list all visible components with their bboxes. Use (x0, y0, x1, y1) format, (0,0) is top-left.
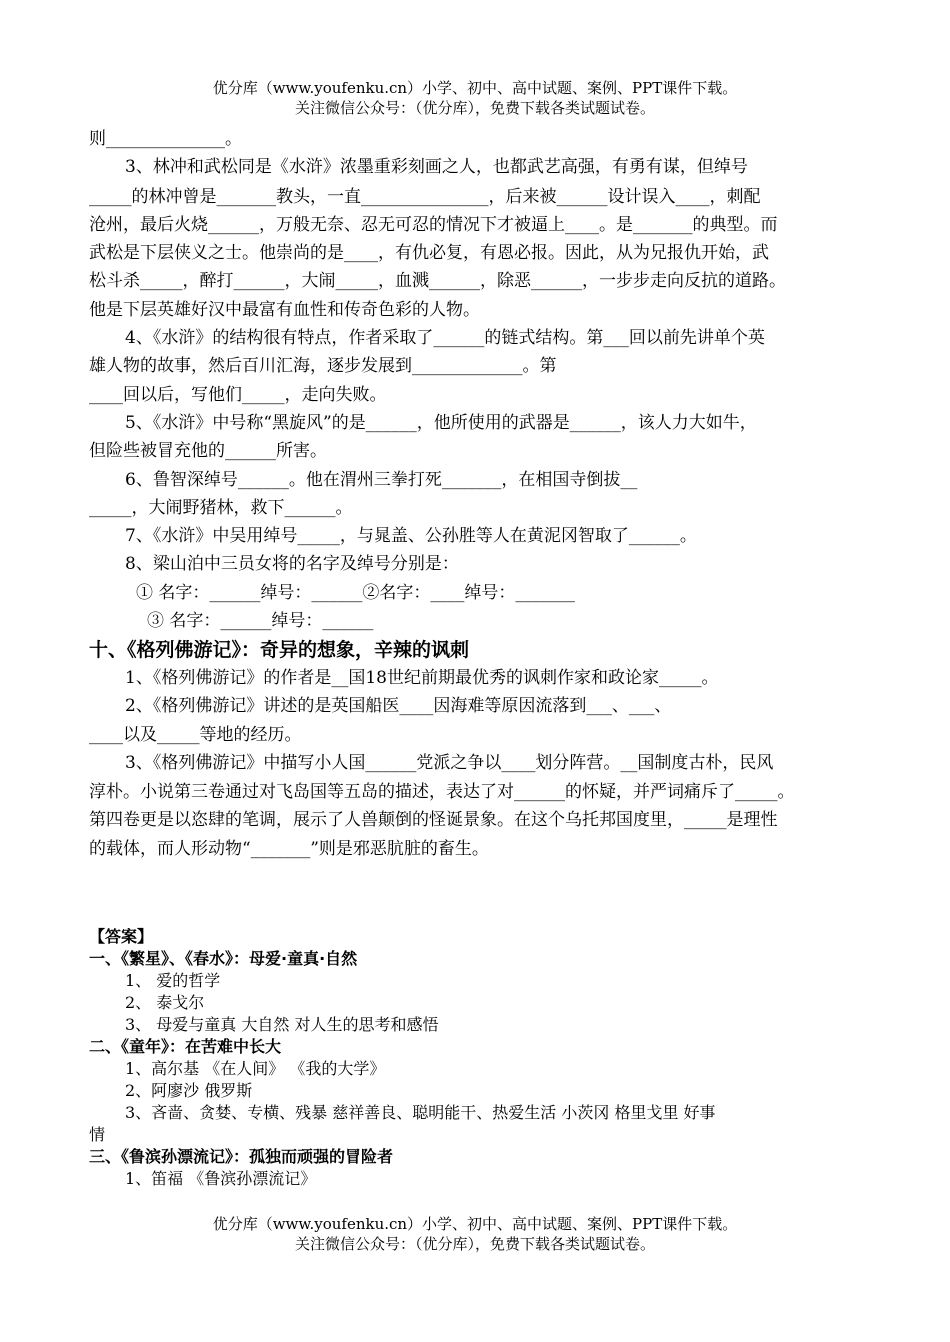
question-line: 他是下层英雄好汉中最富有血性和传奇色彩的人物。 (89, 300, 480, 320)
question-line: ____以及_____等地的经历。 (89, 725, 302, 745)
question-line: 第四卷更是以恣肆的笔调，展示了人兽颠倒的怪诞景象。在这个乌托邦国度里，_____是理性 (89, 810, 778, 830)
answer-item: 2、阿廖沙 俄罗斯 (125, 1081, 253, 1100)
question-line: 沧州，最后火烧______，万般无奈、忍无可忍的情况下才被逼上____。是_______的典型。而 (89, 215, 778, 235)
question-line: 1、《格列佛游记》的作者是__国18世纪前期最优秀的讽刺作家和政论家_____。 (125, 668, 719, 688)
question-line: 但险些被冒充他的______所害。 (89, 441, 327, 461)
question-line: _____，大闹野猪林，救下______。 (89, 498, 353, 518)
question-line: 武松是下层侠义之士。他崇尚的是____，有仇必复，有恩必报。因此，从为兄报仇开始，武 (89, 243, 769, 263)
question-line: 3、《格列佛游记》中描写小人国______党派之争以____划分阵营。__国制度古朴，民风 (125, 753, 774, 773)
answer-item-wrap: 情 (89, 1125, 106, 1144)
question-line: 淳朴。小说第三卷通过对飞岛国等五岛的描述，表达了对______的怀疑，并严词痛斥了_____。 (89, 782, 795, 802)
answer-item: 2、 泰戈尔 (125, 993, 205, 1012)
question-line: 松斗杀_____，醉打______，大闹_____，血溅______，除恶______，一步步走向反抗的道路。 (89, 271, 786, 291)
question-line: ____回以后，写他们_____，走向失败。 (89, 385, 387, 405)
question-line: _____的林冲曾是_______教头，一直_______________，后来被______设计误入____，刺配 (89, 187, 761, 207)
question-line: 8、梁山泊中三员女将的名字及绰号分别是： (125, 554, 459, 574)
question-line: 2、《格列佛游记》讲述的是英国船医____因海难等原因流落到___、___、 (125, 696, 672, 716)
answer-item: 3、吝啬、贪婪、专横、残暴 慈祥善良、聪明能干、热爱生活 小茨冈 格里戈里 好事 (125, 1103, 716, 1122)
page-header-line1: 优分库（www.youfenku.cn）小学、初中、高中试题、案例、PPT课件下载。 (212, 79, 738, 97)
answer-section-heading: 三、《鲁滨孙漂流记》：孤独而顽强的冒险者 (89, 1147, 394, 1166)
page-footer-line2: 关注微信公众号：（优分库），免费下载各类试题试卷。 (294, 1235, 655, 1253)
answers-title: 【答案】 (89, 927, 154, 946)
answer-item: 1、高尔基 《在人间》 《我的大学》 (125, 1059, 386, 1078)
page-header-line2: 关注微信公众号：（优分库），免费下载各类试题试卷。 (294, 99, 655, 117)
question-line: 7、《水浒》中吴用绰号_____，与晁盖、公孙胜等人在黄泥冈智取了______。 (125, 526, 697, 546)
answer-item: 1、 爱的哲学 (125, 971, 221, 990)
answer-section-heading: 一、《繁星》、《春水》：母爱·童真·自然 (89, 949, 358, 968)
answer-item: 1、笛福 《鲁滨孙漂流记》 (125, 1169, 317, 1188)
question-line: 5、《水浒》中号称“黑旋风”的是______，他所使用的武器是______，该人力大如牛， (125, 413, 757, 433)
question-line: 雄人物的故事，然后百川汇海，逐步发展到_____________。第 (89, 356, 557, 376)
question-line: 6、鲁智深绰号______。他在渭州三拳打死_______，在相国寺倒拔__ (125, 470, 638, 490)
answer-item: 3、 母爱与童真 大自然 对人生的思考和感悟 (125, 1015, 439, 1034)
question-line: 的载体，而人形动物“_______”则是邪恶肮脏的畜生。 (89, 839, 489, 859)
question-line: 则______________。 (89, 129, 242, 149)
page-footer-line1: 优分库（www.youfenku.cn）小学、初中、高中试题、案例、PPT课件下载。 (212, 1215, 738, 1233)
answer-section-heading: 二、《童年》：在苦难中长大 (89, 1037, 282, 1056)
section-ten-heading: 十、《格列佛游记》：奇异的想象，辛辣的讽刺 (89, 639, 470, 661)
question-line: 3、林冲和武松同是《水浒》浓墨重彩刻画之人，也都武艺高强，有勇有谋，但绰号 (125, 157, 748, 177)
question-line: ① 名字：______绰号：______②名字：____绰号：_______ (136, 583, 575, 603)
question-line: ③ 名字：______绰号：______ (147, 611, 374, 631)
question-line: 4、《水浒》的结构很有特点，作者采取了______的链式结构。第___回以前先讲单个英 (125, 328, 765, 348)
